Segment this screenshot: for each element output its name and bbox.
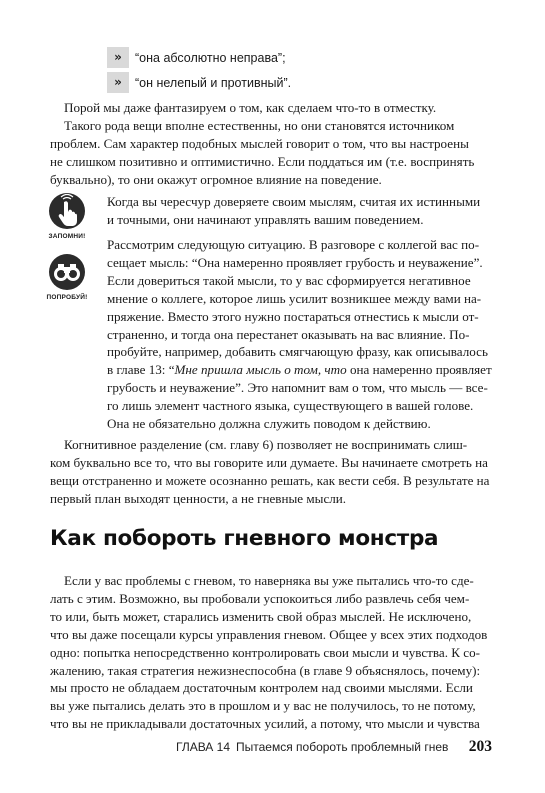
bullet-text: “он нелепый и противный”.: [135, 76, 292, 90]
text-line: одно: попытка непосредственно контролировать свои мысли и чувства. К со-: [50, 644, 480, 660]
remember-text: [107, 193, 495, 229]
list-item: [107, 71, 407, 96]
text-line: сещает мысль: “Она намеренно проявляет грубость и неуважение”.: [107, 254, 483, 270]
paragraph: [50, 572, 495, 733]
footer-chapter: ГЛАВА 14: [176, 740, 230, 754]
text-line: Когнитивное разделение (см. главу 6) позволяет не воспринимать слиш-: [64, 437, 468, 452]
text-line: Она не обязательно должна служить поводом к действию.: [107, 416, 431, 432]
text-line: то или, быть может, старались изменить свой образ мыслей. Не исключено,: [50, 608, 472, 624]
text-line: вы уже пытались делать это в прошлом и у вас не получилось, то не потому,: [50, 698, 476, 714]
text-line: го лишь элемент частного языка, существующего в вашей голове.: [107, 398, 474, 414]
remember-label: ЗАПОМНИ!: [48, 233, 86, 240]
bullet-marker-icon: »: [107, 72, 129, 93]
text-line: лать с этим. Возможно, вы пробовали успокоиться либо развлечь себя чем-: [50, 590, 470, 606]
bullet-marker-icon: »: [107, 47, 129, 68]
page-number: 203: [468, 738, 492, 755]
text-line: вещи отстраненно и можете осознанно решать, как вести себя. В результате на: [50, 472, 490, 488]
paragraph: [64, 99, 495, 117]
text-line: Если у вас проблемы с гневом, то наверняка вы уже пытались что-то сде-: [64, 573, 474, 588]
text-line: первый план выходят ценности, а не гневные мысли.: [50, 490, 347, 506]
text-line: мы просто не обладаем достаточным контролем над своими мыслями. Если: [50, 680, 473, 696]
text-line: не слишком позитивно и оптимистично. Если поддаться им (т.е. воспринять: [50, 153, 475, 169]
paragraph: [50, 117, 495, 189]
try-callout-icon: [43, 254, 91, 301]
text-line: что вы не прикладывали достаточных усилий, а потому, что мысли и чувства: [50, 716, 480, 732]
text-line: буквально), то они окажут огромное влияние на поведение.: [50, 171, 382, 187]
text-line: Если довериться такой мысли, то у вас сформируется негативное: [107, 272, 471, 288]
text-line: Когда вы чересчур доверяете своим мыслям, считая их истинными: [107, 194, 481, 209]
remember-callout-icon: [43, 193, 91, 240]
italic-quote: Мне пришла мысль о том, что: [174, 362, 347, 378]
section-heading: Как побороть гневного монстра: [50, 526, 439, 551]
paragraph: [50, 436, 495, 508]
binoculars-icon: [49, 254, 85, 290]
page-footer: [176, 738, 492, 756]
text-line: в главе 13: “Мне пришла мысль о том, что она намеренно проявляет: [107, 362, 492, 378]
footer-title: Пытаемся побороть проблемный гнев: [236, 740, 449, 754]
text-line: грубость и неуважение”. Это напомнит вам о том, что мысль — все-: [107, 380, 488, 396]
text-line: Порой мы даже фантазируем о том, как сделаем что-то в отместку.: [64, 100, 437, 115]
text-line: ком буквально все то, что вы говорите или думаете. Вы начинаете смотреть на: [50, 454, 488, 470]
text-line: жалению, такая стратегия нежизнеспособна (в главе 9 объяснялось, почему):: [50, 662, 481, 678]
text-line: Рассмотрим следующую ситуацию. В разговоре с коллегой вас по-: [107, 237, 480, 252]
bullet-list: [107, 46, 407, 96]
text-line: мнение о коллеге, которое лишь усилит возникшее между вами на-: [107, 290, 482, 306]
bullet-text: “она абсолютно неправа”;: [135, 51, 286, 65]
hand-pointer-icon: [49, 193, 85, 229]
text-line: Такого рода вещи вполне естественны, но они становятся источником: [64, 118, 455, 133]
text-line: страненно, и тогда она перестанет оказывать на вас влияние. По-: [107, 326, 470, 342]
text-line: пряжение. Вместо этого нужно постараться отнестись к мысли от-: [107, 308, 479, 324]
text-line: и точными, они начинают управлять вашим поведением.: [107, 211, 424, 227]
list-item: [107, 46, 407, 71]
text-line: пробуйте, например, добавить смягчающую фразу, как описывалось: [107, 344, 488, 360]
text-line: проблем. Сам характер подобных мыслей говорит о том, что вы настроены: [50, 135, 469, 151]
text-line: что вы даже посещали курсы управления гневом. Общее у всех этих подходов: [50, 626, 488, 642]
try-label: ПОПРОБУЙ!: [46, 294, 88, 301]
try-text: [107, 236, 495, 433]
